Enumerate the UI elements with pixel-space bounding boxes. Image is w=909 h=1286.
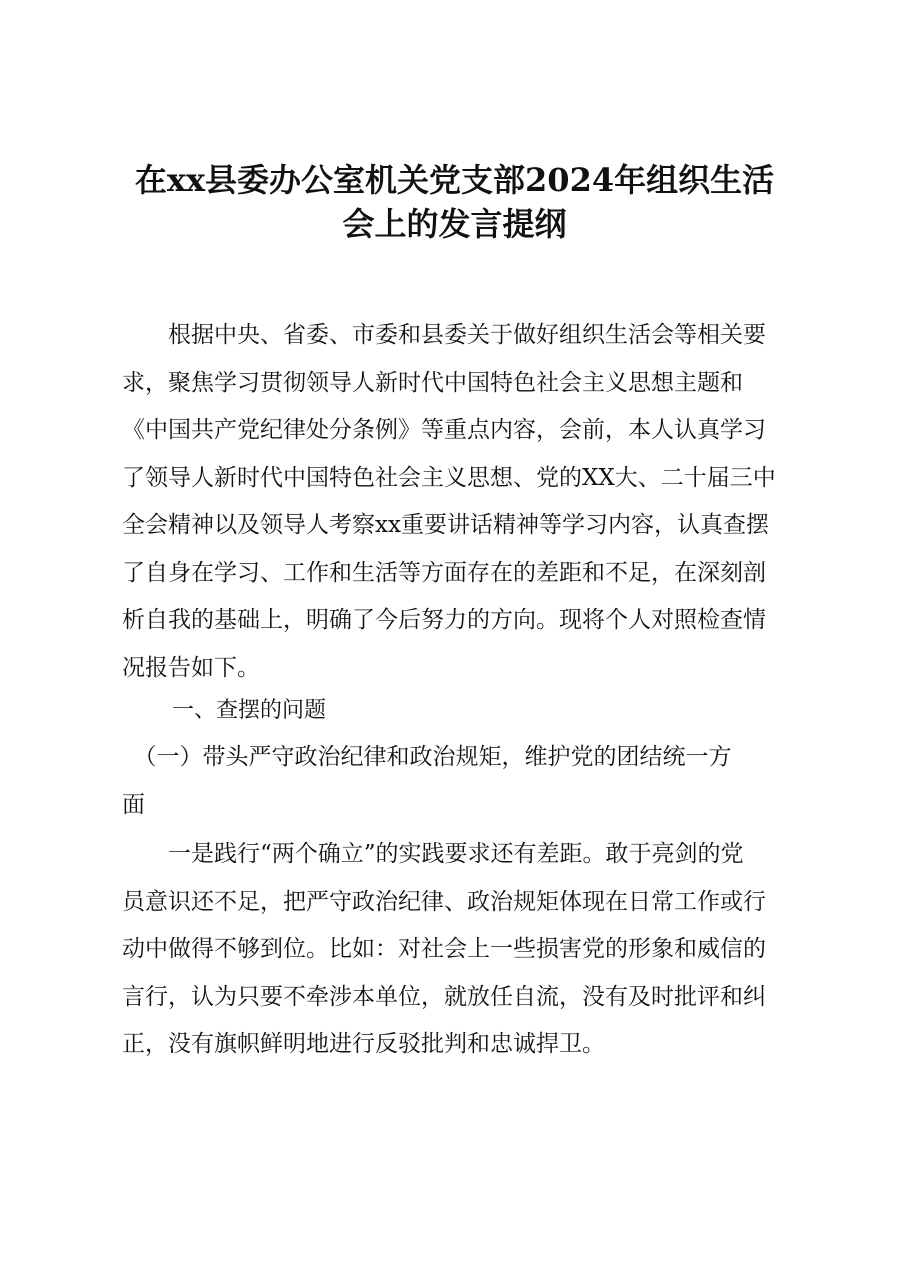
intro-line-3: 《中国共产党纪律处分条例》等重点内容，会前，本人认真学习 (122, 417, 766, 443)
body-line-4: 言行，认为只要不牵涉本单位，就放任自流，没有及时批评和纠 (122, 983, 766, 1010)
title-line-2: 会上的发言提纲 (342, 205, 567, 243)
subsection-heading-line-1: （一）带头严守政治纪律和政治规矩，维护党的团结统一方 (122, 744, 732, 770)
subsection-heading-line-2: 面 (122, 791, 145, 818)
subsection-heading (122, 734, 790, 829)
intro-line-6: 了自身在学习、工作和生活等方面存在的差距和不足，在深刻剖 (122, 559, 766, 586)
title-line-1: 在xx县委办公室机关党支部2024年组织生活 (134, 161, 775, 199)
body-paragraph (122, 831, 790, 1069)
body-line-5: 正，没有旗帜鲜明地进行反驳批判和忠诚捍卫。 (122, 1031, 605, 1057)
section-heading: 一、查摆的问题 (172, 698, 327, 723)
body-line-1: 一是践行“两个确立”的实践要求还有差距。敢于亮剑的党 (122, 841, 744, 867)
intro-line-5: 全会精神以及领导人考察xx重要讲话精神等学习内容，认真查摆 (122, 512, 769, 538)
intro-paragraph (122, 312, 790, 692)
intro-line-8: 况报告如下。 (122, 654, 260, 681)
body-line-3: 动中做得不够到位。比如：对社会上一些损害党的形象和威信的 (122, 936, 766, 962)
document-title (100, 158, 809, 246)
intro-line-7: 析自我的基础上，明确了今后努力的方向。现将个人对照检查情 (122, 607, 766, 633)
intro-line-1: 根据中央、省委、市委和县委关于做好组织生活会等相关要 (122, 322, 766, 348)
intro-line-2: 求，聚焦学习贯彻领导人新时代中国特色社会主义思想主题和 (122, 369, 743, 396)
body-line-2: 员意识还不足，把严守政治纪律、政治规矩体现在日常工作或行 (122, 888, 766, 915)
intro-line-4: 了领导人新时代中国特色社会主义思想、党的XX大、二十届三中 (122, 464, 776, 491)
